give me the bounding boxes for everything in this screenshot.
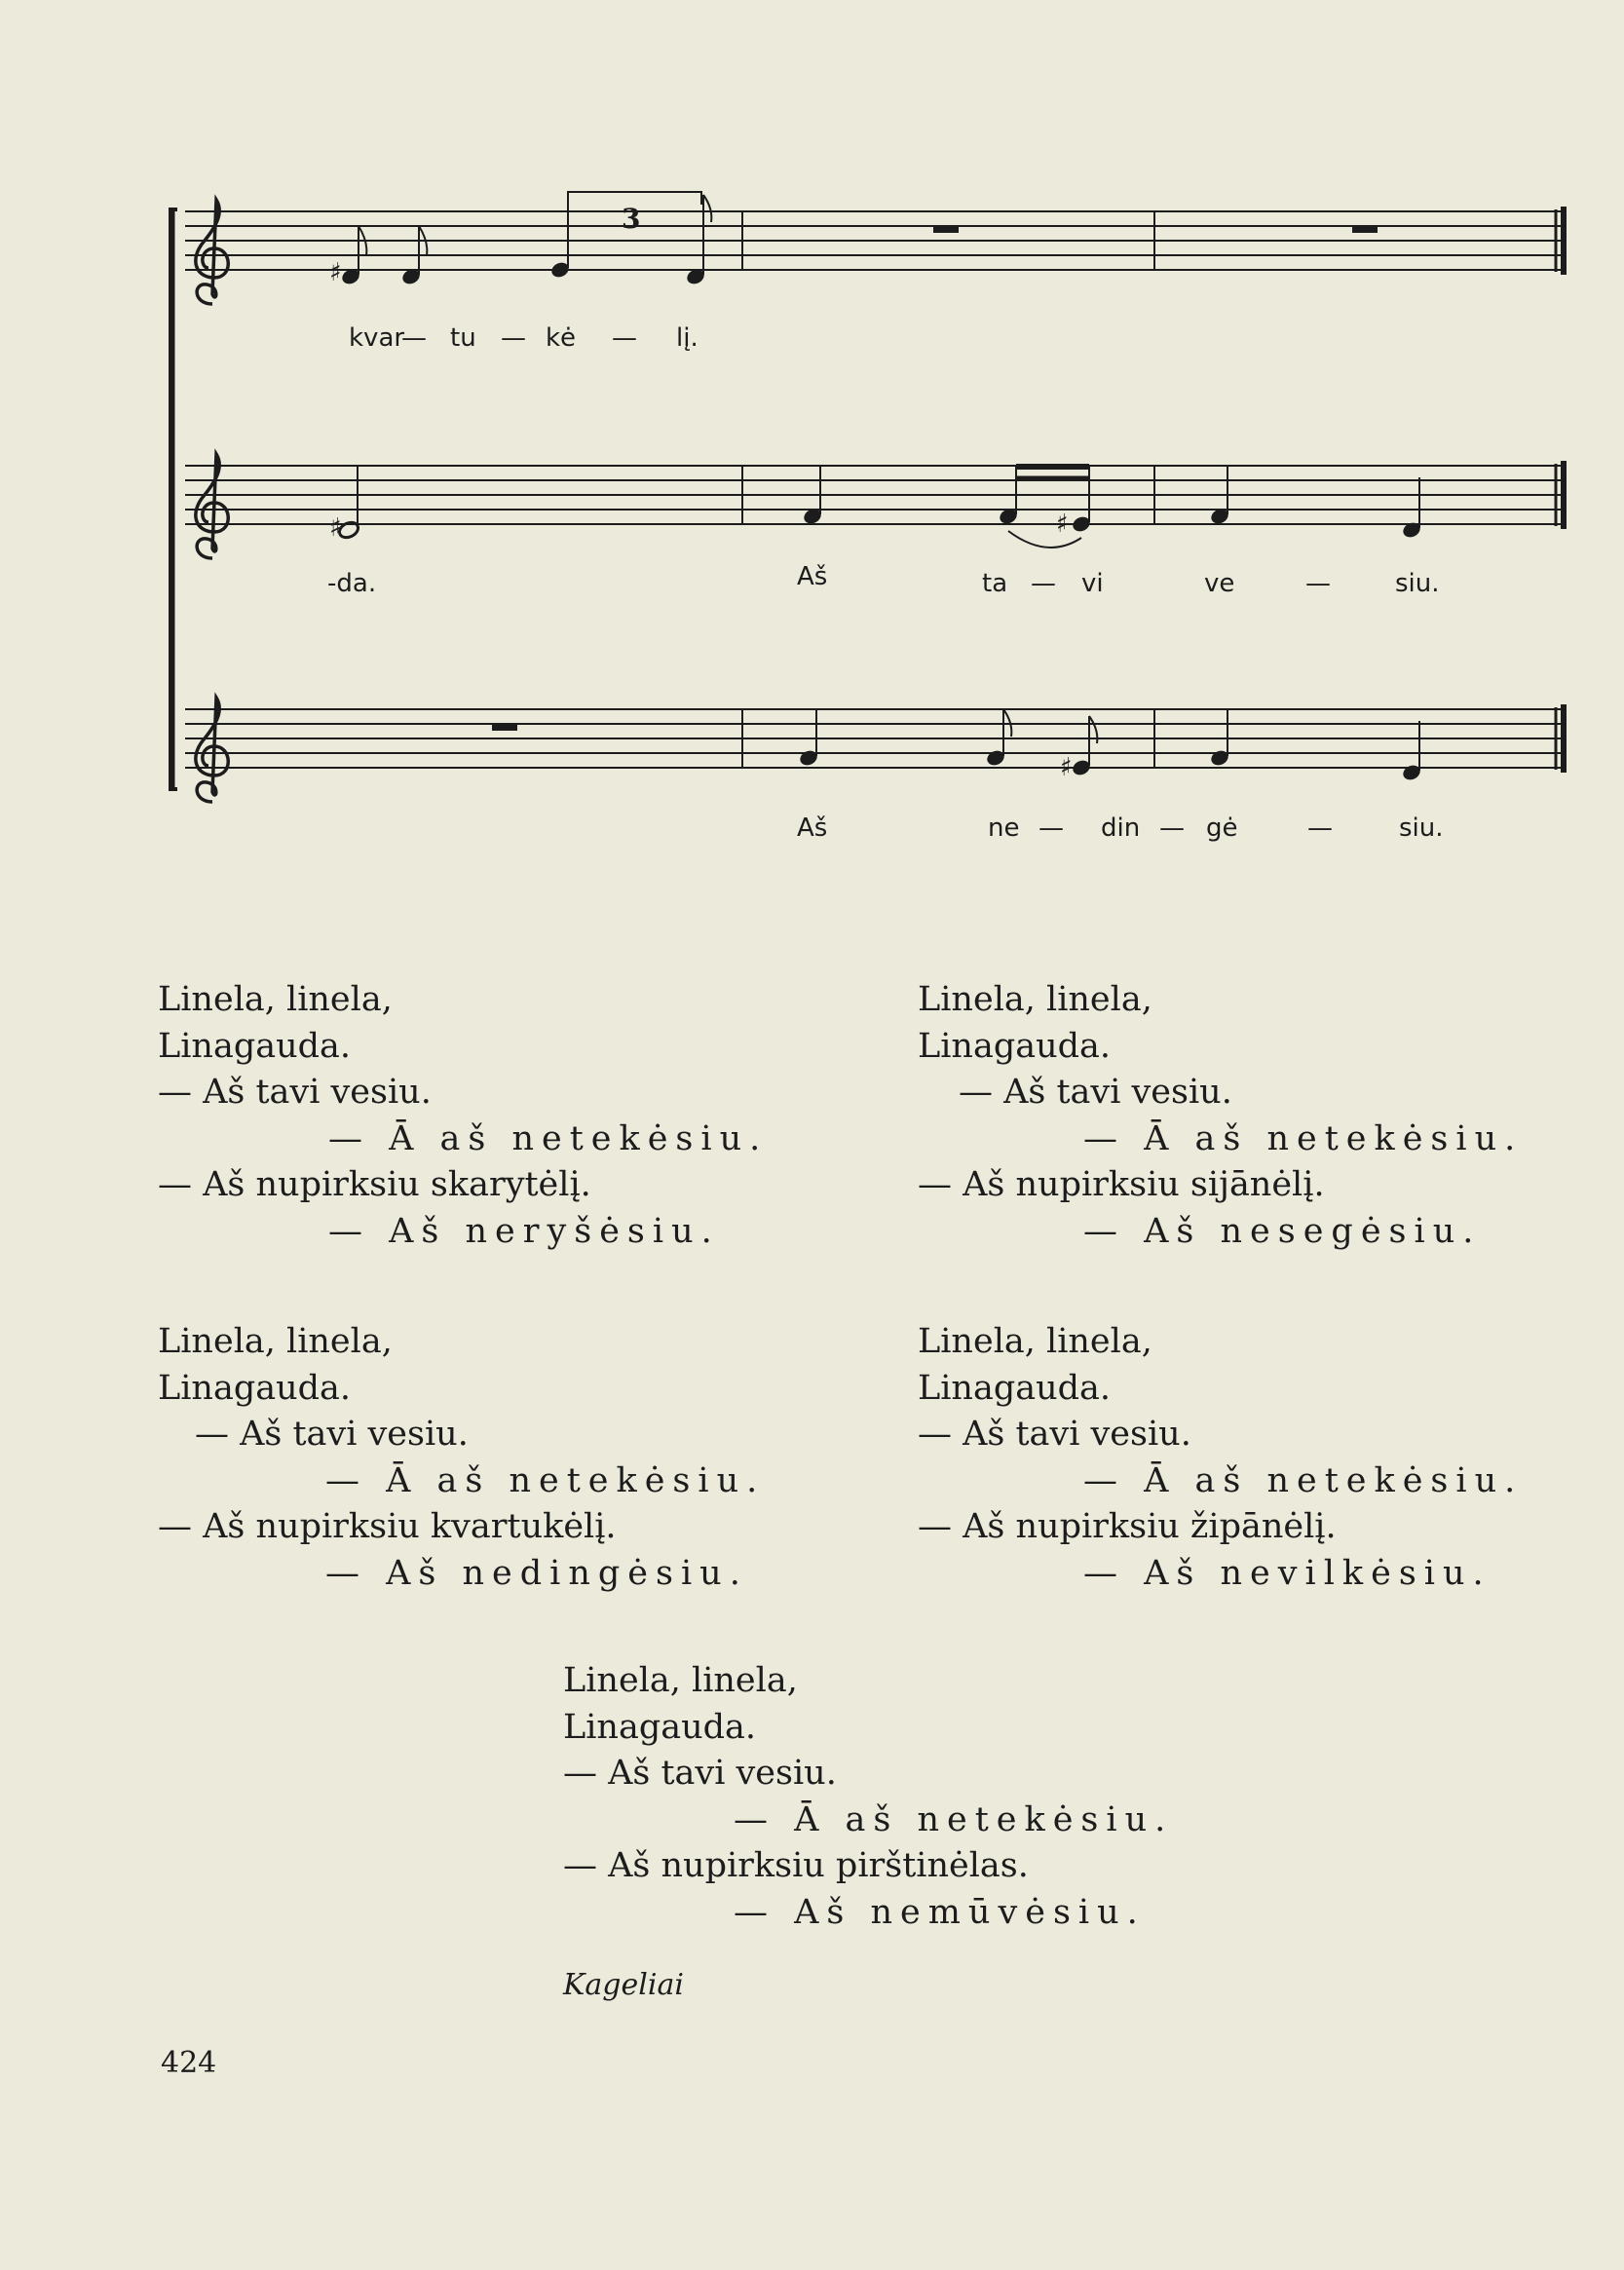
treble-clef-icon [196,200,228,304]
whole-rest-icon [933,226,959,233]
lyric-syllable: siu. [1395,569,1440,598]
lyric-hyphen: — [612,323,637,353]
lyric-syllable: ne [988,813,1020,843]
svg-text:♯: ♯ [1060,753,1073,782]
stanza-line: Linagauda. [563,1707,757,1747]
lyric-syllable: siu. [1399,813,1444,843]
stanza [158,1319,840,1611]
stanza-line: — Ā aš netekėsiu. [1083,1460,1524,1500]
stanza [563,1658,1245,1950]
tuplet-label: 3 [622,203,641,235]
lyric-hyphen: — [401,323,427,353]
stanza-line: — Ā aš netekėsiu. [328,1118,769,1158]
lyric-hyphen: — [1159,813,1185,843]
lyric-syllable: Aš [797,562,828,591]
svg-text:♯: ♯ [329,513,342,543]
stanza [158,977,840,1269]
staff-2 [185,454,1564,558]
lyric-syllable: tu [450,323,476,353]
lyrics-staff-2 [327,562,1440,598]
svg-text:♯: ♯ [1056,510,1069,539]
stanza-line: — Aš nupirksiu žipānėlį. [918,1507,1337,1546]
lyrics-staff-1 [349,323,699,353]
lyric-hyphen: — [1039,813,1064,843]
stanza-line: Linagauda. [918,1026,1112,1066]
stanza-line: — Aš tavi vesiu. [959,1073,1232,1112]
stanza-line: — Aš nemūvėsiu. [734,1892,1146,1932]
lyric-hyphen: — [1307,813,1333,843]
stanza-line: Linela, linela, [158,1322,393,1361]
lyric-syllable: kė [546,323,577,353]
stanza-line: — Ā aš netekėsiu. [325,1460,766,1500]
stanza-line: — Aš tavi vesiu. [158,1073,432,1112]
stanza-line: — Aš nesegėsiu. [1083,1211,1482,1251]
stanza-line: — Aš tavi vesiu. [195,1415,469,1454]
treble-clef-icon [196,698,228,802]
stanza-line: — Ā aš netekėsiu. [734,1799,1174,1839]
stanza-line: Linela, linela, [918,980,1152,1019]
lyrics-staff-3 [797,813,1444,843]
lyric-syllable: -da. [327,569,377,598]
music-score [0,0,1624,857]
stanza-line: — Aš nupirksiu skarytėlį. [158,1165,591,1204]
lyric-hyphen: — [1031,569,1056,598]
lyric-syllable: kvar [349,323,405,353]
stanza-line: Linela, linela, [918,1322,1152,1361]
stanza-line: — Aš tavi vesiu. [563,1754,837,1793]
stanza [918,1319,1600,1611]
lyric-syllable: lį. [676,323,699,353]
stanza-line: — Aš nupirksiu sijānėlį. [918,1165,1325,1204]
lyric-syllable: ve [1204,569,1235,598]
stanza-line: Linagauda. [918,1368,1112,1408]
stanza-line: Linela, linela, [158,980,393,1019]
page-number: 424 [161,2046,217,2080]
stanza-line: — Aš nupirksiu kvartukėlį. [158,1507,617,1546]
staff-1 [185,192,1564,304]
lyric-hyphen: — [1305,569,1331,598]
lyric-syllable: Aš [797,813,828,843]
stanza-line: Linagauda. [158,1026,352,1066]
whole-rest-icon [492,724,517,731]
stanza-line: — Aš nedingėsiu. [325,1553,748,1593]
lyric-syllable: vi [1081,569,1104,598]
staff-3 [185,698,1564,802]
stanza-line: — Aš nevilkėsiu. [1083,1553,1492,1593]
lyric-syllable: din [1101,813,1141,843]
lyric-syllable: gė [1206,813,1238,843]
lyric-hyphen: — [501,323,526,353]
stanza-line: — Aš neryšėsiu. [328,1211,720,1251]
lyric-syllable: ta [982,569,1008,598]
stanza-line: — Aš tavi vesiu. [918,1415,1191,1454]
svg-text:♯: ♯ [329,258,342,287]
stanza-line: Linela, linela, [563,1661,798,1700]
whole-rest-icon [1352,226,1378,233]
treble-clef-icon [196,454,228,558]
stanza-line: — Ā aš netekėsiu. [1083,1118,1524,1158]
stanza-line: Linagauda. [158,1368,352,1408]
stanza [918,977,1600,1269]
stanza-line: — Aš nupirksiu pirštinėlas. [563,1846,1029,1885]
source-location: Kageliai [563,1968,684,2002]
